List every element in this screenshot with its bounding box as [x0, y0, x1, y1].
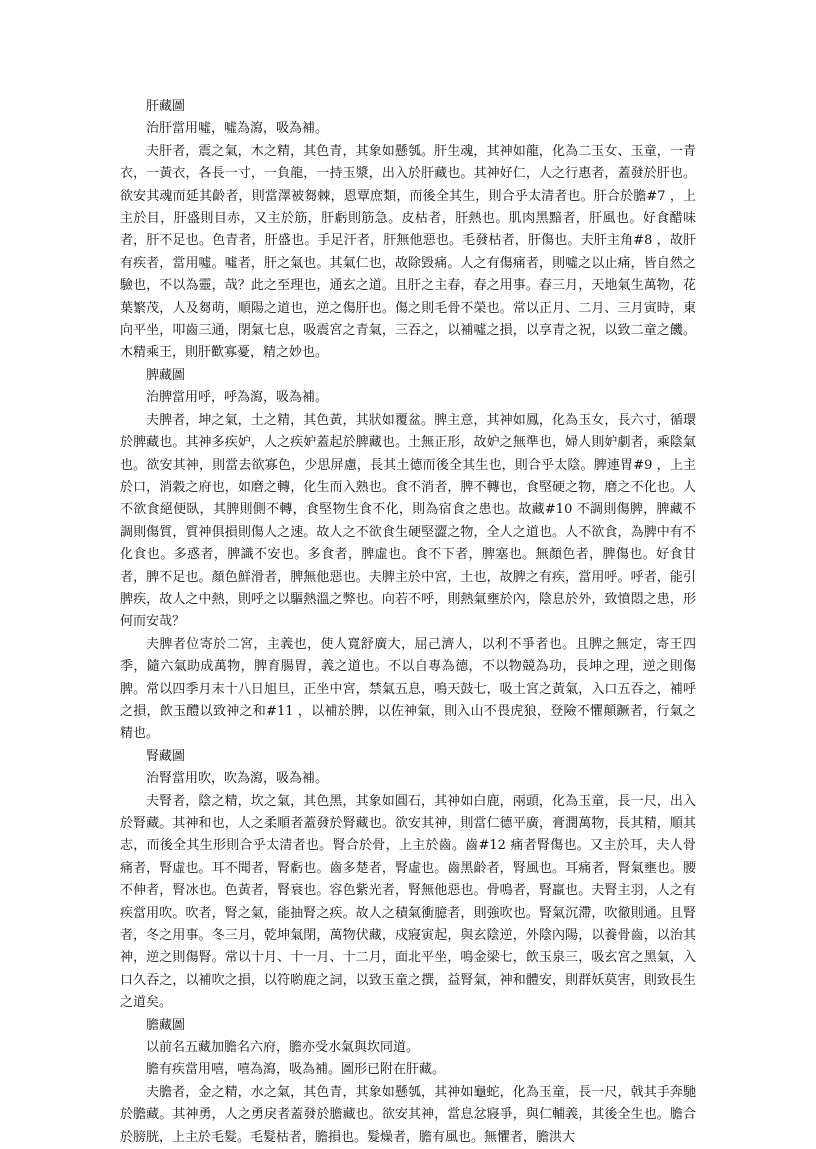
gallbladder-intro-line: 以前名五藏加膽名六府，膽亦受水氣與坎同道。 [146, 1040, 420, 1056]
gallbladder-body-paragraph: 夫膽者，金之精，水之氣，其色青，其象如懸瓠，其神如龜蛇，化為玉童，長一尺，戟其手奔馳於膽藏。其神勇，人之勇戾者蓋發於膽藏也。欲安其神，當息忿寢爭，與仁輔義，其後全生也。膽合於膀胱，上主於毛髮。毛髮枯者，膽損也。髮燥者，膽有風也。無懼者，膽洪大 [120, 1084, 696, 1145]
kidney-body-paragraph: 夫腎者，陰之精，坎之氣，其色黑，其象如圓石，其神如白鹿，兩頭，化為玉童，長一尺，出入於腎藏。其神和也，人之柔順者蓋發於腎藏也。欲安其神，則當仁德平廣，膏潤萬物，長其精，順其志，而後全其生形則合乎太清者也。腎合於骨，上主於齒。齒#12 痛者腎傷也。又主於耳，夫人骨痛者，腎虛也。耳不聞者，腎虧也。齒多楚者，腎虛也。齒黑齡者，腎風也。耳痛者，腎氣壅也。腰不伸者，腎冰也。色黃者，腎衰也。容色紫光者，腎無他惡也。骨鳴者，腎羸也。夫腎主羽，人之有疾當用吹。吹者，腎之氣，能抽腎之疾。故人之積氣衝臆者，則強吹也。腎氣沉滯，吹徹則通。且腎者，冬之用事。冬三月，乾坤氣閉，萬物伏藏，戍寢寅起，與玄陰逆，外陰內陽，以養骨齒，以治其神，逆之則傷腎。常以十月、十一月、十二月，面北平坐，鳴金梁七，飲玉泉三，吸玄宮之黑氣，入口久吞之，以補吹之損，以符喲鹿之詞，以致玉童之撰，益腎氣，神和體安，則群妖莫害，則致長生之道矣。 [120, 793, 696, 1011]
liver-body-paragraph: 夫肝者，震之氣，木之精，其色青，其象如懸瓠。肝生魂，其神如龍，化為二玉女、玉童，一青衣，一黃衣，各長一寸，一負龍，一持玉漿，出入於肝藏也。其神好仁，人之行惠者，蓋發於肝也。欲安其魂而延其齡者，則當澤被芻棘，恩覃庶類，而後全其生，則合乎太清者也。肝合於膽#7 ，上主於目，肝盛則目赤，又主於筋，肝虧則筋急。皮枯者，肝熱也。肌肉黑黯者，肝風也。好食醋味者，肝不足也。色青者，肝盛也。手足汗者，肝無他惡也。毛發枯者，肝傷也。夫肝主角#8 ，故肝有疾者，當用噓。噓者，肝之氣也。其氣仁也，故除毀痛。人之有傷痛者，則噓之以止痛，皆自然之驗也，不以為靈，哉？此之至理也，通玄之道。且肝之主春，春之用事。春三月，天地氣生萬物，花葉繁茂，人及芻萌，順陽之道也，逆之傷肝也。傷之則毛骨不榮也。常以正月、二月、三月寅時，東向平坐，叩齒三通，閉氣七息，吸震宮之青氣，三吞之，以補噓之損，以享青之祝，以致二童之饑。木精乘王，則肝歡寡憂，精之妙也。 [120, 143, 696, 361]
liver-treatment-line: 治肝當用噓，噓為瀉，吸為補。 [146, 121, 329, 137]
section-title-liver: 肝藏圖 [146, 99, 186, 114]
section-title-spleen: 脾藏圖 [146, 367, 186, 383]
spleen-body-paragraph-2: 夫脾者位寄於二宮，主義也，使人寬舒廣大，屈己濟人，以利不爭者也。且脾之無定，寄王四季，隨六氣助成萬物，脾育腸胃，義之道也。不以自專為德，不以物競為功，長坤之理，逆之則傷脾。常以四季月末十八日旭旦，正坐中宮，禁氣五息，鳴天鼓七，吸土宮之黃氣，入口五吞之，補呼之損，飲玉醴以致神之和#11 ，以補於脾，以佐神氣，則入山不畏虎狼，登險不懼顛蹶者，行氣之精也。 [120, 636, 696, 742]
section-title-gallbladder: 膽藏圖 [146, 1017, 186, 1033]
spleen-body-paragraph: 夫脾者，坤之氣，土之精，其色黃，其狀如覆盆。脾主意，其神如鳳，化為玉女，長六寸，循環於脾藏也。其神多疾妒，人之疾妒蓋起於脾藏也。土無正形，故妒之無準也，婦人則妒劇者，乘陰氣也。欲安其神，則當去欲寡色，少思屏慮，長其土德而後全其生也，則合乎太陰。脾連胃#9 ，上主於口，消穀之府也，如磨之轉，化生而入熟也。食不消者，脾不轉也，食堅硬之物，磨之不化也。人不欲食絕便臥，其脾則側不轉，食堅物生食不化，則為宿食之患也。故藏#10 不調則傷脾，脾藏不調則傷質，質神俱損則傷人之速。故人之不欲食生硬堅澀之物，全人之道也。人不欲食，為脾中有不化食也。多惑者，脾識不安也。多食者，脾虛也。食不下者，脾塞也。無顏色者，脾傷也。好食甘者，脾不足也。顏色鮮滑者，脾無他惡也。夫脾主於中宮，土也，故脾之有疾，當用呼。呼者，能引脾疾，故人之中熱，則呼之以驅熱溫之弊也。向若不呼，則熱氣壅於內，陰息於外，致憤悶之患，形何而安哉？ [120, 412, 696, 630]
spleen-treatment-line: 治脾當用呼，呼為瀉，吸為補。 [146, 390, 329, 406]
document-page [120, 96, 696, 1149]
kidney-treatment-line: 治腎當用吹，吹為瀉，吸為補。 [146, 771, 329, 787]
gallbladder-treatment-line: 膽有疾當用嘻，嘻為瀉，吸為補。圖形已附在肝藏。 [146, 1062, 446, 1078]
section-title-kidney: 腎藏圖 [146, 748, 186, 764]
